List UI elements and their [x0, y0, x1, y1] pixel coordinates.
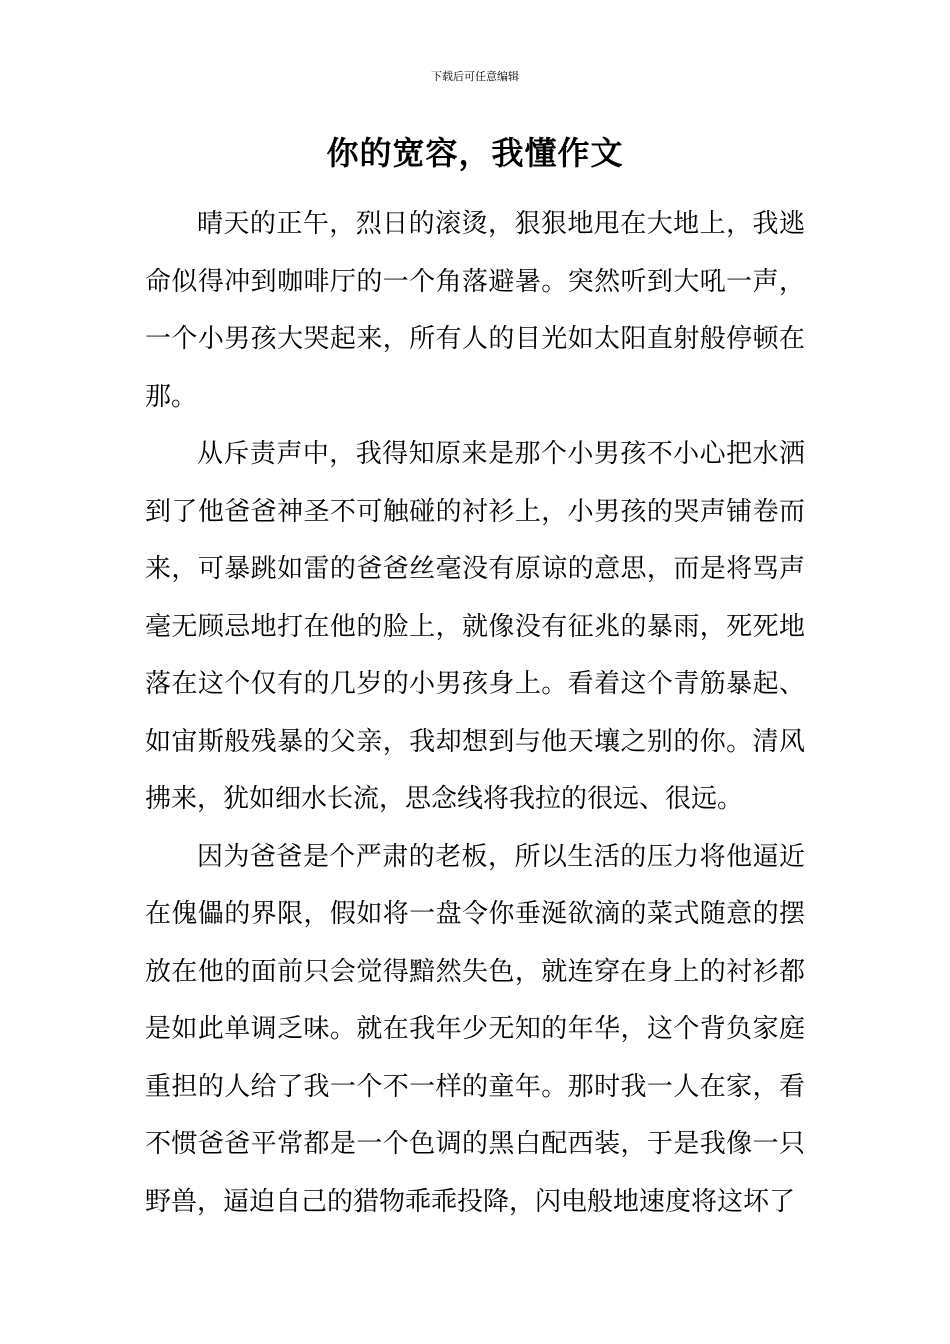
paragraph-3: 因为爸爸是个严肃的老板，所以生活的压力将他逼近在傀儡的界限，假如将一盘令你垂涎欲滴的菜式随意的摆放在他的面前只会觉得黯然失色，就连穿在身上的衬衫都是如此单调乏味。就在我年少无知的年华，这个背负家庭重担的人给了我一个不一样的童年。那时我一人在家，看不惯爸爸平常都是一个色调的黑白配西装，于是我像一只野兽，逼迫自己的猎物乖乖投降，闪电般地速度将这坏了: [145, 841, 805, 1217]
paragraph-1: 晴天的正午，烈日的滚烫，狠狠地甩在大地上，我逃命似得冲到咖啡厅的一个角落避暑。突然听到大吼一声，一个小男孩大哭起来，所有人的目光如太阳直射般停顿在那。: [145, 209, 805, 412]
header-note: 下载后可任意编辑: [431, 70, 519, 83]
essay-title: 你的宽容，我懂作文: [326, 134, 624, 172]
paragraph-2: 从斥责声中，我得知原来是那个小男孩不小心把水洒到了他爸爸神圣不可触碰的衬衫上，小男孩的哭声铺卷而来，可暴跳如雷的爸爸丝毫没有原谅的意思，而是将骂声毫无顾忌地打在他的脸上，就像没有征兆的暴雨，死死地落在这个仅有的几岁的小男孩身上。看着这个青筋暴起、如宙斯般残暴的父亲，我却想到与他天壤之别的你。清风拂来，犹如细水长流，思念线将我拉的很远、很远。: [145, 439, 805, 814]
essay-body: [145, 196, 805, 1231]
